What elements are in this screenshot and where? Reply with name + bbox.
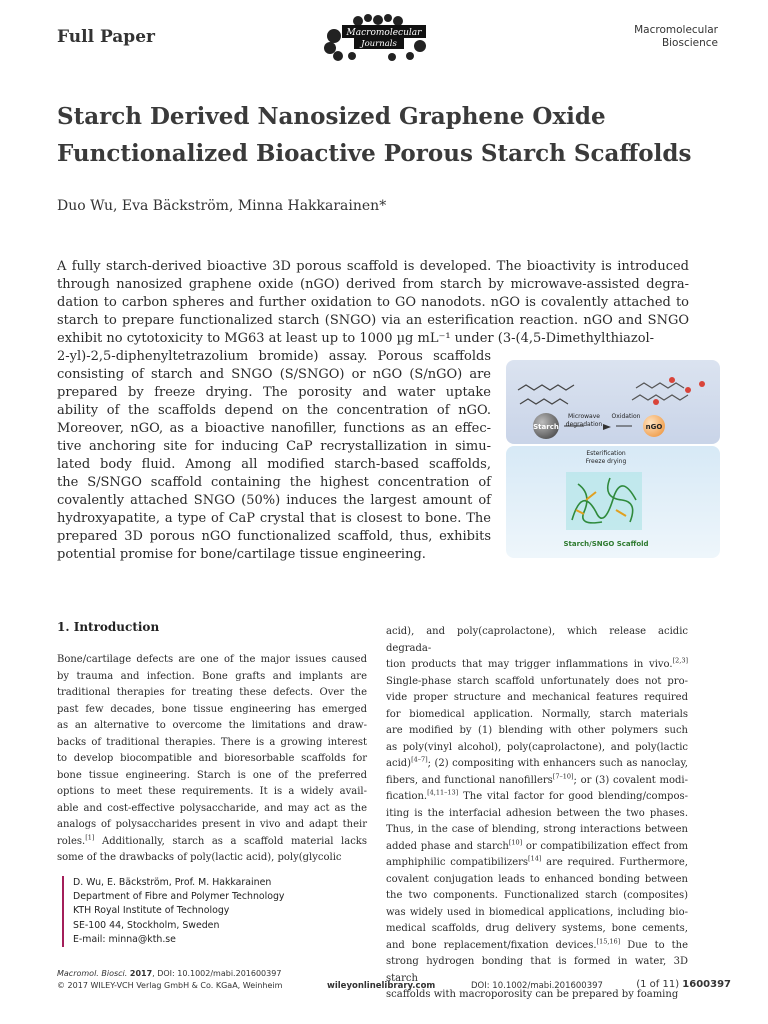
author-list: Duo Wu, Eva Bäckström, Minna Hakkarainen* — [57, 198, 387, 214]
abstract-line: exhibit no cytotoxicity to MG63 at least up to 1000 µg mL⁻¹ under (3-(4,5-Dimethylthiazol- — [57, 331, 655, 346]
footer-article-number: 1600397 — [682, 979, 731, 990]
abstract-line: potential promise for bone/cartilage tissue engineering. — [57, 547, 426, 562]
footer-citation-line — [57, 968, 282, 980]
intro-line: analogs of polysaccharides present in vivo and adapt their — [57, 819, 367, 830]
journal-name-line2: Bioscience — [661, 37, 718, 49]
intro-line: bone tissue engineering. Starch is one of the preferred — [57, 769, 367, 781]
graphic-label-degradation: degradation — [565, 421, 603, 428]
title-line1: Starch Derived Nanosized Graphene Oxide — [57, 103, 606, 130]
intro-line: fibers, and functional nanofillers[7–10]; or (3) covalent modi- — [386, 772, 688, 786]
abstract-line: dation to carbon spheres and further oxidation to GO nanodots. nGO is covalently attached to — [57, 295, 689, 310]
footer-doi: DOI: 10.1002/mabi.201600397 — [471, 981, 603, 991]
intro-line: medical scaffolds, drug delivery systems, bone cements, — [386, 923, 688, 934]
abstract-line: starch to prepare functionalized starch (SNGO) via an esterification reaction. nGO and SNGO — [57, 313, 689, 328]
intro-line: acid)[4–7]; (2) compositing with enhancers such as nanoclay, — [386, 755, 688, 769]
graphic-label-freeze-drying: Freeze drying — [585, 458, 627, 465]
footer-page-number — [636, 979, 731, 990]
logo-text-journals: Journals — [361, 39, 397, 49]
intro-line: backs of traditional therapies. There is a growing interest — [57, 736, 367, 748]
intro-line: as an alternative to overcome the limitations and draw- — [57, 720, 367, 731]
toc-graphic — [506, 360, 720, 558]
footer-journal-name: Macromol. Biosci. — [57, 969, 128, 978]
intro-line: strong hydrogen bonding that is formed in water, 3D starch — [386, 956, 688, 984]
intro-line: added phase and starch[10] or compatibilization effect from — [386, 838, 688, 852]
intro-line: and bone replacement/fixation devices.[15,16] Due to the — [386, 937, 689, 951]
intro-line: Single-phase starch scaffold unfortunately does not pro- — [386, 675, 688, 687]
intro-line: iting is the interfacial adhesion between the two phases. — [386, 807, 688, 819]
abstract-line: prepared 3D porous nGO functionalized scaffold, thus, exhibits — [57, 529, 491, 544]
affiliation-box — [62, 876, 373, 947]
affiliation-names: D. Wu, E. Bäckström, Prof. M. Hakkarainen — [73, 877, 272, 888]
abstract-line: through nanosized graphene oxide (nGO) derived from starch by microwave-assisted degra- — [57, 277, 689, 292]
abstract-wide-block — [57, 258, 689, 348]
footer-page-of: (1 of 11) — [636, 979, 680, 990]
intro-column-left — [57, 652, 367, 867]
intro-line: able and cost-effective polysaccharide, and may act as the — [57, 802, 367, 814]
affiliation-department: Department of Fibre and Polymer Technology — [73, 891, 285, 903]
article-title — [57, 98, 717, 172]
abstract-line: ability of the scaffolds depend on the concentration of nGO. — [57, 403, 491, 418]
abstract-line: prepared by freeze drying. The porosity and water uptake — [57, 385, 491, 400]
intro-line: past few decades, bone tissue engineering has emerged — [57, 703, 367, 715]
abstract-narrow-block — [57, 348, 491, 564]
journal-name-line1: Macromolecular — [634, 24, 718, 36]
intro-line: by trauma and infection. Bone grafts and implants are — [57, 670, 367, 682]
graphic-label-oxidation: Oxidation — [611, 413, 641, 420]
intro-line: Thus, in the case of blending, strong interactions between — [386, 824, 688, 835]
intro-line: as poly(vinyl alcohol), poly(caprolactone), and poly(lactic — [386, 741, 688, 753]
affiliation-address: SE-100 44, Stockholm, Sweden — [73, 919, 220, 931]
intro-line: options to meet these requirements. It is a widely avail- — [57, 786, 367, 797]
intro-line: to develop biocompatible and bioresorbable scaffolds for — [57, 753, 367, 764]
logo-text-macromolecular: Macromolecular — [346, 28, 422, 38]
abstract-line: tive anchoring site for inducing CaP recrystallization in simu- — [57, 439, 491, 454]
header-label: Full Paper — [57, 27, 155, 47]
intro-line: roles.[1] Additionally, starch as a scaffold material lacks — [57, 833, 367, 847]
graphic-label-esterification: Esterification — [586, 450, 626, 457]
intro-line: the two components. Functionalized starch (composites) — [386, 890, 688, 901]
macromolecular-journals-logo — [322, 12, 432, 62]
title-line2: Functionalized Bioactive Porous Starch Scaffolds — [57, 140, 692, 167]
abstract-line: covalently attached SNGO (50%) induces the largest amount of — [57, 493, 491, 508]
graphic-label-scaffold: Starch/SNGO Scaffold — [563, 540, 649, 548]
intro-line: was widely used in biomedical applications, including bio- — [386, 906, 688, 918]
intro-line: fication.[4,11–13] The vital factor for good blending/compos- — [386, 788, 688, 802]
intro-line: Bone/cartilage defects are one of the major issues caused — [57, 654, 367, 665]
intro-line: some of the drawbacks of poly(lactic acid), poly(glycolic — [57, 852, 342, 863]
introduction-heading: 1. Introduction — [57, 620, 160, 634]
intro-line: acid), and poly(caprolactone), which release acidic degrada- — [386, 626, 688, 654]
footer-doi-tail: , DOI: 10.1002/mabi.201600397 — [152, 969, 282, 978]
intro-line: vide proper structure and mechanical features required — [386, 692, 688, 703]
intro-line: tion products that may trigger inflammations in vivo.[2,3] — [386, 656, 688, 670]
footer-copyright: © 2017 WILEY-VCH Verlag GmbH & Co. KGaA, Weinheim — [57, 981, 283, 990]
abstract-line: the S/SNGO scaffold containing the highest concentration of — [57, 475, 491, 490]
footer-citation — [57, 968, 282, 992]
affiliation-institute: KTH Royal Institute of Technology — [73, 905, 230, 917]
abstract-line: lated body fluid. Among all modified starch-based scaffolds, — [57, 457, 491, 472]
intro-line: amphiphilic compatibilizers[14] are required. Furthermore, — [386, 854, 688, 868]
graphic-label-microwave: Microwave — [568, 413, 600, 420]
intro-line: are modified by (1) blending with other polymers such — [386, 725, 688, 736]
intro-column-right — [386, 624, 688, 1004]
abstract-line: consisting of starch and SNGO (S/SNGO) or nGO (S/nGO) are — [57, 367, 491, 382]
intro-line: for biomedical application. Normally, starch materials — [386, 708, 688, 720]
abstract-line: A fully starch-derived bioactive 3D porous scaffold is developed. The bioactivity is introduced — [57, 259, 689, 274]
intro-line: covalent conjugation leads to enhanced bonding between — [386, 873, 688, 885]
abstract-line: hydroxyapatite, a type of CaP crystal that is closest to bone. The — [57, 511, 491, 526]
journal-name — [634, 24, 718, 50]
footer-year: 2017 — [129, 969, 153, 978]
graphic-label-ngo: nGO — [645, 423, 663, 431]
abstract-line: 2-yl)-2,5-diphenyltetrazolium bromide) assay. Porous scaffolds — [57, 349, 491, 364]
abstract-line: Moreover, nGO, as a bioactive nanofiller, functions as an effec- — [57, 421, 491, 436]
footer-site-link[interactable]: wileyonlinelibrary.com — [327, 981, 436, 991]
graphic-label-starch: Starch — [533, 423, 559, 431]
intro-line: traditional therapies for treating these defects. Over the — [57, 687, 367, 698]
intro-line: scaffolds with macroporosity can be prepared by foaming — [386, 989, 679, 1000]
affiliation-email: E-mail: minna@kth.se — [73, 933, 176, 945]
